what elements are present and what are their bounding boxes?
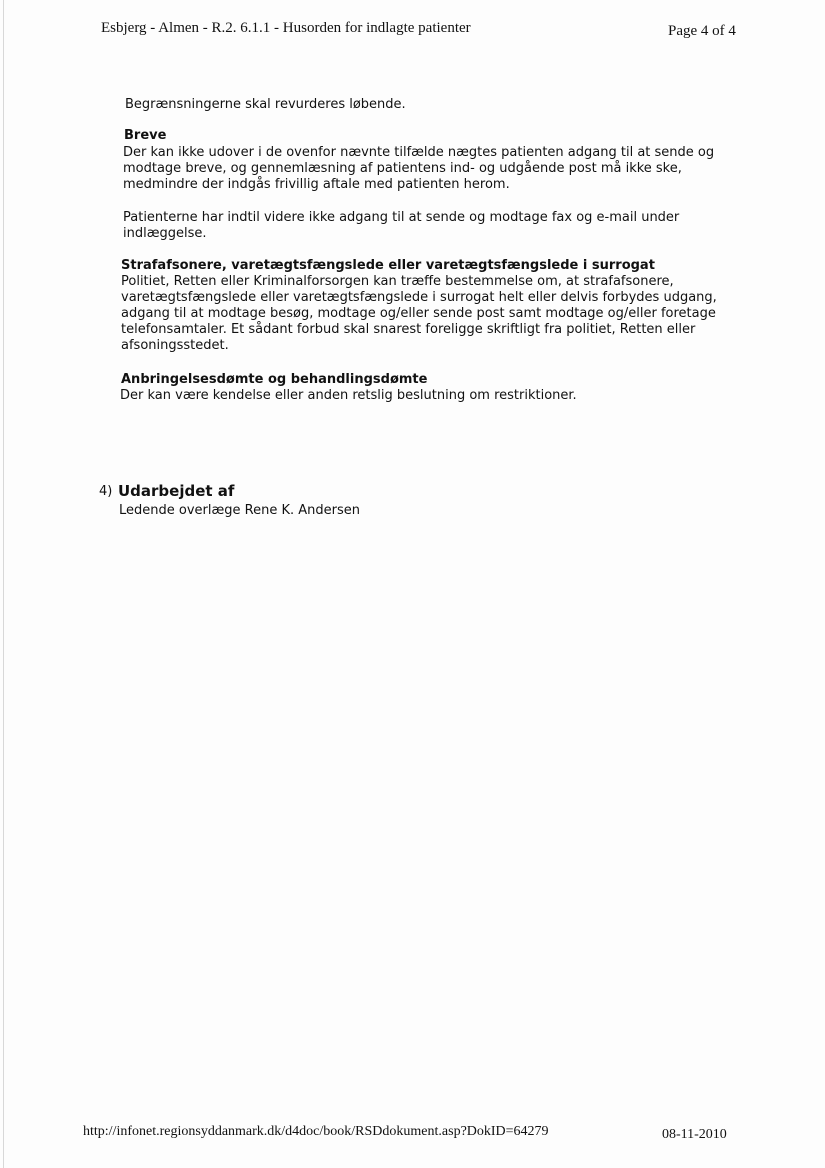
section-number: 4) [99, 484, 113, 499]
document-header-title: Esbjerg - Almen - R.2. 6.1.1 - Husorden for indlagte patienter [101, 20, 471, 36]
fax-line: indlæggelse. [123, 226, 207, 241]
breve-line: Der kan ikke udover i de ovenfor nævnte tilfælde nægtes patienten adgang til at sende og [123, 145, 715, 160]
breve-line: medmindre der indgås frivillig aftale med patienten herom. [123, 177, 510, 192]
scan-edge [3, 0, 4, 1168]
strafafsonere-line: adgang til at modtage besøg, modtage og/eller sende post samt modtage og/eller foretage [121, 306, 716, 321]
strafafsonere-line: Politiet, Retten eller Kriminalforsorgen kan træffe bestemmelse om, at strafafsonere, [121, 274, 674, 289]
breve-heading: Breve [124, 128, 167, 143]
page-number: Page 4 of 4 [668, 23, 736, 39]
footer-date: 08-11-2010 [662, 1127, 727, 1142]
strafafsonere-line: afsoningsstedet. [121, 338, 229, 353]
section-title: Udarbejdet af [118, 482, 235, 500]
strafafsonere-line: telefonsamtaler. Et sådant forbud skal snarest foreligge skriftligt fra politiet, Retten eller [121, 322, 696, 337]
anbringelse-text: Der kan være kendelse eller anden retslig beslutning om restriktioner. [120, 388, 577, 403]
author-name: Ledende overlæge Rene K. Andersen [119, 503, 360, 518]
anbringelse-heading: Anbringelsesdømte og behandlingsdømte [121, 372, 428, 387]
strafafsonere-line: varetægtsfængslede eller varetægtsfængslede i surrogat helt eller delvis forbydes udgang, [121, 290, 717, 305]
breve-line: modtage breve, og gennemlæsning af patientens ind- og udgående post må ikke ske, [123, 161, 682, 176]
fax-line: Patienterne har indtil videre ikke adgang til at sende og modtage fax og e-mail under [123, 210, 680, 225]
strafafsonere-heading: Strafafsonere, varetægtsfængslede eller varetægtsfængslede i surrogat [121, 258, 655, 273]
footer-url: http://infonet.regionsyddanmark.dk/d4doc/book/RSDdokument.asp?DokID=64279 [83, 1124, 549, 1139]
intro-text: Begrænsningerne skal revurderes løbende. [125, 97, 406, 112]
